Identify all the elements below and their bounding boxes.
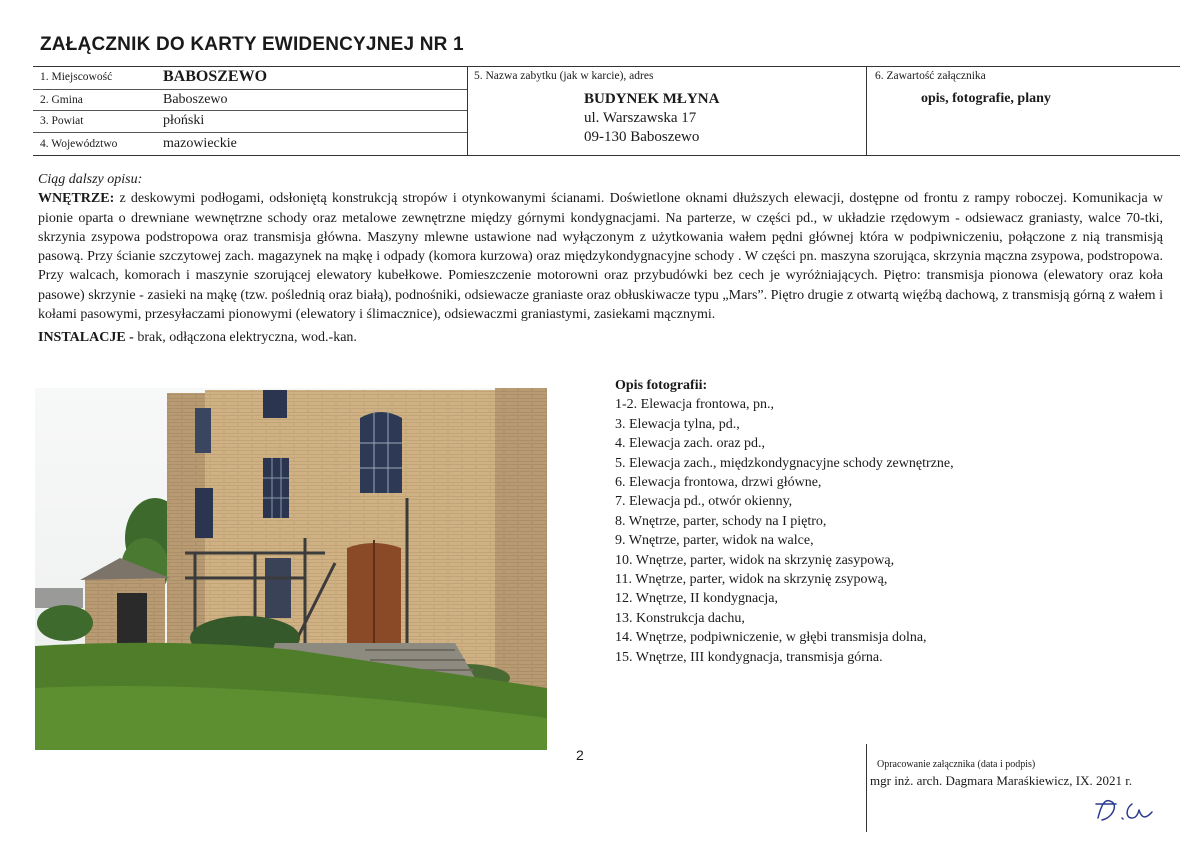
monument-name-label: 5. Nazwa zabytku (jak w karcie), adres	[474, 70, 654, 82]
location-column	[33, 67, 468, 155]
field-value-county: płoński	[163, 113, 205, 128]
signature-author: mgr inż. arch. Dagmara Maraśkiewicz, IX. 2021 r.	[870, 773, 1133, 788]
field-value-voivodeship: mazowieckie	[163, 136, 237, 151]
photo-list-item: 8. Wnętrze, parter, schody na I piętro,	[615, 513, 827, 529]
field-label: 2. Gmina	[40, 94, 83, 106]
installations-text: brak, odłączona elektryczna, wod.-kan.	[133, 330, 357, 346]
photo-list-item: 14. Wnętrze, podpiwniczenie, w głębi transmisja dolna,	[615, 630, 927, 646]
field-label: 3. Powiat	[40, 115, 84, 127]
signature-block	[866, 744, 1187, 832]
photo-list-item: 12. Wnętrze, II kondygnacja,	[615, 591, 779, 607]
field-label: 1. Miejscowość	[40, 71, 113, 83]
signature-label: Opracowanie załącznika (data i podpis)	[877, 759, 1036, 770]
header-table	[33, 66, 1180, 156]
photo-list	[615, 395, 954, 667]
photo-descriptions	[615, 376, 954, 667]
page-number: 2	[576, 747, 584, 763]
photo-list-item: 4. Elewacja zach. oraz pd.,	[615, 436, 766, 452]
mill-building-photo	[35, 388, 547, 750]
contents-value: opis, fotografie, plany	[921, 91, 1051, 106]
photo-list-item: 13. Konstrukcja dachu,	[615, 610, 745, 626]
photo-list-item: 3. Elewacja tylna, pd.,	[615, 416, 740, 432]
photo-descriptions-heading: Opis fotografii:	[615, 378, 708, 393]
field-label: 4. Województwo	[40, 138, 118, 150]
installations-label: INSTALACJE -	[38, 330, 134, 346]
handwritten-signature	[1092, 794, 1157, 828]
contents-column	[866, 67, 1180, 155]
photo-list-item: 5. Elewacja zach., międzkondygnacyjne schody zewnętrzne,	[615, 455, 954, 471]
field-value-commune: Baboszewo	[163, 92, 228, 107]
field-row-county	[33, 110, 467, 133]
photo-list-item: 1-2. Elewacja frontowa, pn.,	[615, 397, 774, 413]
field-row-locality	[33, 67, 467, 90]
interior-label: WNĘTRZE:	[38, 191, 115, 207]
document-title: ZAŁĄCZNIK DO KARTY EWIDENCYJNEJ NR 1	[40, 34, 464, 55]
address-city: 09-130 Baboszewo	[584, 129, 700, 145]
field-value-locality: BABOSZEWO	[163, 68, 268, 85]
photo-list-item: 15. Wnętrze, III kondygnacja, transmisja górna.	[615, 649, 883, 665]
photo-list-item: 10. Wnętrze, parter, widok na skrzynię zasypową,	[615, 552, 895, 568]
installations-paragraph	[38, 328, 1163, 347]
continuation-note: Ciąg dalszy opisu:	[38, 172, 143, 187]
photo-list-item: 11. Wnętrze, parter, widok na skrzynię zsypową,	[615, 572, 888, 588]
contents-label: 6. Zawartość załącznika	[875, 70, 986, 82]
photo-list-item: 6. Elewacja frontowa, drzwi główne,	[615, 475, 822, 491]
monument-name-column	[467, 67, 867, 155]
field-row-commune	[33, 89, 467, 111]
monument-name: BUDYNEK MŁYNA	[584, 91, 720, 107]
interior-paragraph	[38, 189, 1163, 324]
interior-text: z deskowymi podłogami, odsłoniętą konstrukcją stropów i otynkowanymi ścianami. Doświetlone oknami dłuższych elewacji, dostępne od frontu z rampy roboczej. Komunikacja w pionie oparta o drewniane wewnętrzne schody oraz metalowe zewnętrzne między górnymi kondygnacjami. Na parterze, w części pd., w układzie rzędowym - odsiewacz graniasty, walce 70-tki, skrzynia zsypowa podstropowa oraz transmisja główna. Maszyny mlewne ustawione nad wyłączonym z użytkowania wałem pędni głównej która w podpiwniczeniu, połączone z nią transmisją pasową. Przy ścianie szczytowej zach. magazynek na mąkę i odpady (komora kurzowa) oraz międzykondygnacyjne schody . W części pn. maszyna szorująca, skrzynia mączna zsypowa, podstropowa. Przy walcach, komorach i maszynie szorującej elewatory kubełkowe. Pomieszczenie motorowni oraz przybudówki bez cech je wyróżniających. Piętro: transmisja pionowa (elewatory oraz koła pasowe) skrzynie - zasieki na mąkę (tzw. poślednią oraz białą), podnośniki, odsiewacze graniaste oraz obłuskiwacze typu „Mars”. Piętro drugie z otwartą więźbą dachową, z transmisją górną z wałem i kołami pasowymi, przesyłaczami pionowymi (elewatory i ślimacznice), odsiewaczmi graniastymi, zasiekami mącznymi.	[38, 191, 1163, 323]
field-row-voivodeship	[33, 132, 467, 155]
description-section	[38, 170, 1163, 348]
address-street: ul. Warszawska 17	[584, 110, 697, 126]
photo-list-item: 9. Wnętrze, parter, widok na walce,	[615, 533, 814, 549]
photo-list-item: 7. Elewacja pd., otwór okienny,	[615, 494, 793, 510]
